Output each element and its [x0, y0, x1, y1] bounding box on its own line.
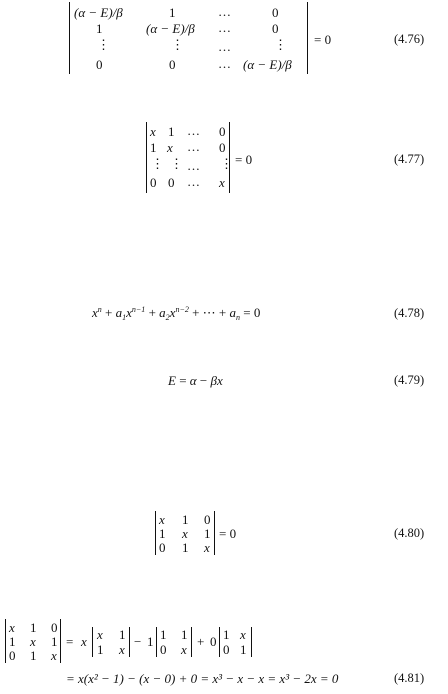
matrix-cell: 1 — [223, 627, 230, 642]
matrix-cell: 1 — [119, 627, 126, 642]
matrix-cell: … — [187, 139, 200, 154]
expansion-result: = x(x² − 1) − (x − 0) + 0 = x³ − x − x = x³ − 2x = 0 — [66, 671, 339, 686]
matrix-cell: 1 — [182, 540, 189, 555]
matrix-cell: 0 — [150, 175, 157, 190]
matrix-cell: 1 — [169, 5, 176, 20]
matrix-cell: ⋮ — [97, 37, 110, 52]
matrix-cell: x — [240, 627, 246, 642]
matrix-cell: 1 — [51, 634, 58, 649]
matrix-cell: … — [218, 56, 231, 71]
minor-bar-left — [219, 627, 220, 657]
equation-number: (4.80) — [394, 526, 425, 540]
matrix-cell: 1 — [9, 634, 16, 649]
equation-number: (4.79) — [394, 373, 425, 387]
matrix-cell: 1 — [30, 648, 37, 663]
equation-number: (4.78) — [394, 306, 425, 320]
matrix-cell: 1 — [168, 124, 175, 139]
matrix-cell: ⋮ — [220, 156, 233, 171]
matrix-cell: (α − E)/β — [74, 5, 123, 20]
matrix-cell: 1 — [181, 627, 188, 642]
minor-bar-right — [251, 627, 252, 657]
operator: + — [197, 634, 205, 649]
equation-number: (4.81) — [394, 671, 425, 685]
equals-sign: = — [66, 634, 74, 649]
equals-zero: = 0 — [314, 32, 332, 47]
matrix-cell: x — [204, 540, 210, 555]
matrix-cell: (α − E)/β — [243, 57, 292, 72]
minor-bar-left — [92, 627, 93, 657]
energy-relation: E = α − βx — [168, 373, 223, 388]
matrix-cell: 1 — [96, 21, 103, 36]
minor-bar-right — [129, 627, 130, 657]
equation-number: (4.76) — [394, 32, 425, 46]
matrix-cell: ⋮ — [151, 156, 164, 171]
equals-zero: = 0 — [235, 152, 253, 167]
matrix-cell: x — [182, 526, 188, 541]
matrix-cell: 1 — [240, 642, 247, 657]
operator: − — [134, 634, 142, 649]
matrix-cell: 0 — [272, 5, 279, 20]
matrix-cell: ⋮ — [171, 37, 184, 52]
matrix-cell: 0 — [219, 140, 226, 155]
matrix-cell: 0 — [51, 620, 58, 635]
matrix-cell: 1 — [160, 627, 167, 642]
cofactor-coefficient: 0 — [210, 634, 217, 649]
minor-bar-left — [156, 627, 157, 657]
matrix-cell: 0 — [159, 540, 166, 555]
cofactor-coefficient: 1 — [147, 634, 154, 649]
matrix-cell: x — [30, 634, 36, 649]
matrix-cell: … — [218, 39, 231, 54]
matrix-cell: … — [187, 123, 200, 138]
matrix-cell: x — [181, 642, 187, 657]
minor-bar-right — [191, 627, 192, 657]
determinant-bar-left — [5, 619, 6, 663]
matrix-cell: 1 — [97, 642, 104, 657]
matrix-cell: x — [159, 512, 165, 527]
matrix-cell: 0 — [219, 124, 226, 139]
matrix-cell: ⋮ — [170, 156, 183, 171]
equals-zero: = 0 — [219, 526, 237, 541]
matrix-cell: 1 — [204, 526, 211, 541]
matrix-cell: 0 — [272, 21, 279, 36]
matrix-cell: x — [97, 627, 103, 642]
matrix-cell: x — [9, 620, 15, 635]
matrix-cell: x — [167, 140, 173, 155]
matrix-cell: ⋮ — [274, 37, 287, 52]
matrix-cell: … — [218, 4, 231, 19]
matrix-cell: … — [187, 174, 200, 189]
matrix-cell: 0 — [160, 642, 167, 657]
matrix-cell: (α − E)/β — [146, 21, 195, 36]
matrix-cell: 1 — [30, 620, 37, 635]
matrix-cell: 0 — [204, 512, 211, 527]
matrix-cell: x — [150, 124, 156, 139]
cofactor-coefficient: x — [81, 634, 87, 649]
matrix-cell: 1 — [182, 512, 189, 527]
equation-number: (4.77) — [394, 152, 425, 166]
matrix-cell: 0 — [96, 57, 103, 72]
matrix-cell: 0 — [223, 642, 230, 657]
determinant-bar-right — [60, 619, 61, 663]
matrix-cell: … — [187, 158, 200, 173]
matrix-cell: x — [119, 642, 125, 657]
matrix-cell: … — [218, 20, 231, 35]
matrix-cell: x — [219, 175, 225, 190]
matrix-cell: 0 — [9, 648, 16, 663]
matrix-cell: x — [51, 648, 57, 663]
matrix-cell: 0 — [169, 57, 176, 72]
matrix-cell: 1 — [150, 140, 157, 155]
matrix-cell: 1 — [159, 526, 166, 541]
polynomial: $x^n + a_1x^{n-1} + a_2x^{n-2}$ + ⋯ + $a_n = 0$ — [92, 305, 261, 322]
matrix-cell: 0 — [168, 175, 175, 190]
